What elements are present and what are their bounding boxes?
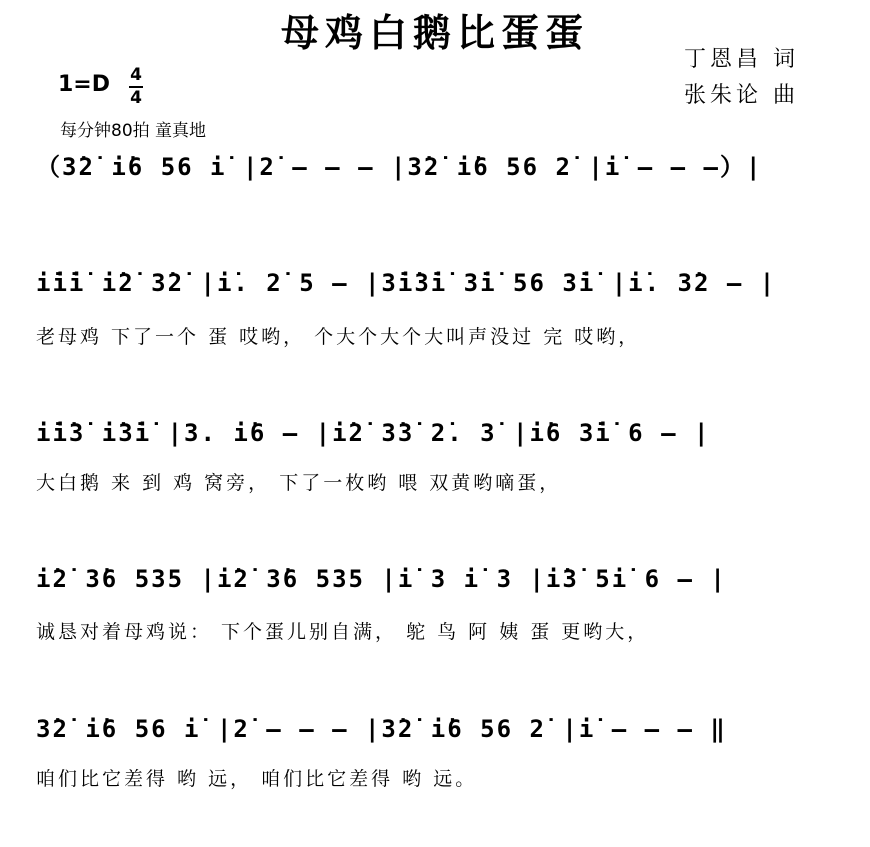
key-signature: 1=D [58, 72, 111, 97]
time-signature [128, 66, 144, 108]
lyric-line-2: 老母鸡 下了一个 蛋 哎哟， 个大个大个大叫声没过 完 哎哟， [36, 326, 641, 348]
song-title: 母鸡白鹅比蛋蛋 [280, 10, 589, 55]
lyric-line-3: 大白鹅 来 到 鸡 窝旁， 下了一枚哟 喂 双黄哟嘀蛋， [36, 472, 562, 494]
lyricist-credit: 丁恩昌 词 [684, 47, 799, 72]
notation-line-3: i̇i̇3̇ i̇3̇i̇ |3. i̇6 – |i̇2̇ 3̇3̇ 2̇. 3̇ |i̇6 3̇i̇ 6 – | [36, 419, 711, 447]
staff-row-2 [0, 268, 870, 328]
notation-line-2: i̇i̇i̇ i̇2̇ 3̇2̇ |i̇. 2̇ 5 – |3̇i̇3̇i̇ 3̇i̇ 56 3̇i̇ |i̇. 3̇2 – | [36, 269, 777, 297]
staff-row-1 [0, 152, 870, 212]
composer-credit: 张朱论 曲 [684, 83, 799, 108]
notation-line-5: 3̇2̇ i̇6 56 i̇ |2̇ – – – |3̇2̇ i̇6 56 2̇ |i̇ – – – ‖ [36, 715, 727, 743]
notation-line-1: （3̇2̇ i̇6 56 i̇ |2̇ – – – |3̇2̇ i̇6 56 2̇ |i̇ – – –）| [36, 153, 763, 181]
time-signature-top: 4 [130, 65, 142, 85]
lyric-line-5: 咱们比它差得 哟 远， 咱们比它差得 哟 远。 [36, 768, 478, 790]
lyric-line-4: 诚恳对着母鸡说： 下个蛋儿别自满， 鸵 鸟 阿 姨 蛋 更哟大， [36, 621, 650, 643]
tempo-marking: 每分钟80拍 童真地 [60, 121, 207, 141]
time-signature-bottom: 4 [130, 88, 142, 108]
staff-row-4 [0, 564, 870, 624]
notation-line-4: i̇2̇ 3̇6 535 |i̇2̇ 3̇6 535 |i̇ 3 i̇ 3 |i̇3̇ 5i̇ 6 – | [36, 565, 727, 593]
